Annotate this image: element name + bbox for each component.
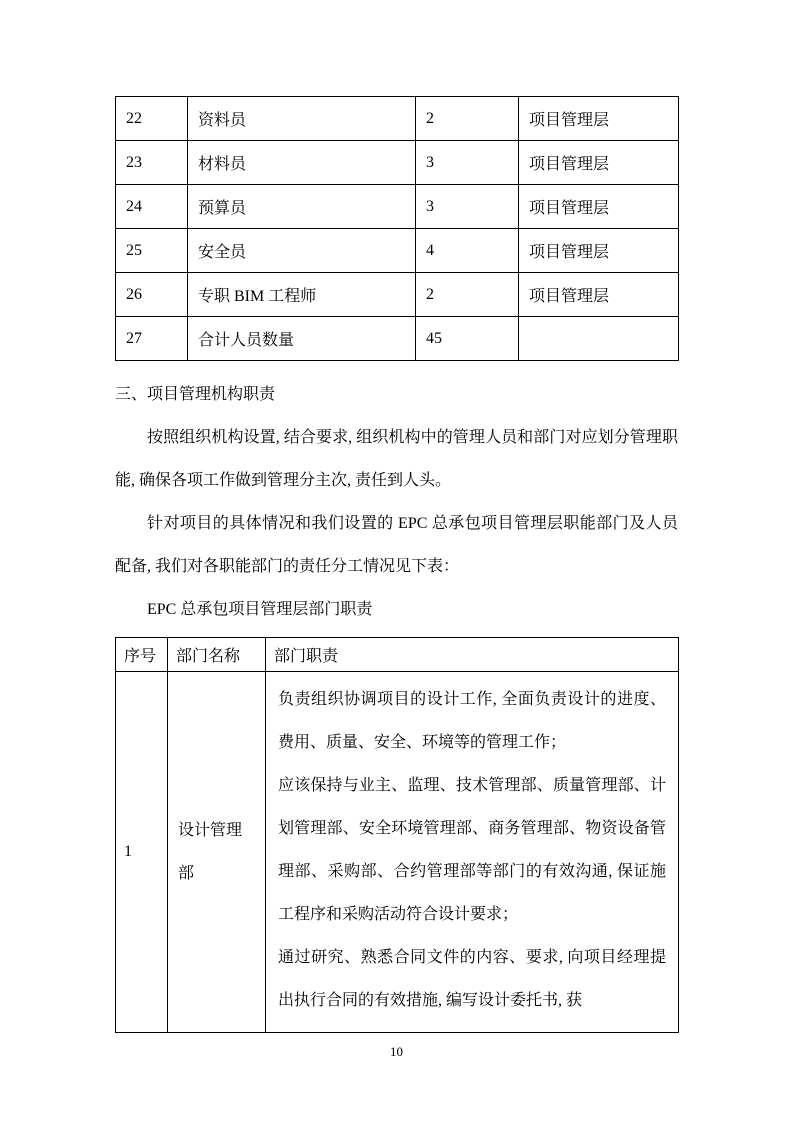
section-heading: 三、项目管理机构职责 — [115, 386, 276, 403]
cell-no: 1 — [116, 672, 168, 1033]
cell-title: 材料员 — [188, 141, 416, 185]
cell-title: 专职 BIM 工程师 — [188, 273, 416, 317]
table-header-row — [116, 638, 679, 672]
table-row — [116, 97, 679, 141]
table-row — [116, 141, 679, 185]
table-row — [116, 229, 679, 273]
cell-title: 合计人员数量 — [188, 317, 416, 361]
body-paragraph: 针对项目的具体情况和我们设置的 EPC 总承包项目管理层职能部门及人员配备, 我们对各职能部门的责任分工情况见下表： — [115, 515, 678, 575]
table-row — [116, 317, 679, 361]
cell-level — [519, 317, 679, 361]
personnel-table — [115, 96, 679, 361]
duty-paragraph: 应该保持与业主、监理、技术管理部、质量管理部、计划管理部、安全环境管理部、商务管理部、物资设备管理部、采购部、合约管理部等部门的有效沟通, 保证施工程序和采购活动符合设计要求； — [278, 777, 666, 923]
cell-count: 2 — [416, 97, 519, 141]
cell-no: 24 — [116, 185, 188, 229]
cell-count: 3 — [416, 185, 519, 229]
cell-dept: 设计管理部 — [168, 672, 266, 1033]
cell-count: 3 — [416, 141, 519, 185]
cell-title: 资料员 — [188, 97, 416, 141]
table-row — [116, 273, 679, 317]
cell-no: 25 — [116, 229, 188, 273]
cell-no: 23 — [116, 141, 188, 185]
cell-no: 22 — [116, 97, 188, 141]
body-paragraph: 按照组织机构设置, 结合要求, 组织机构中的管理人员和部门对应划分管理职能, 确保各项工作做到管理分主次, 责任到人头。 — [115, 429, 678, 489]
cell-no: 27 — [116, 317, 188, 361]
cell-level: 项目管理层 — [519, 229, 679, 273]
header-duty: 部门职责 — [266, 638, 679, 672]
cell-title: 预算员 — [188, 185, 416, 229]
table-caption: EPC 总承包项目管理层部门职责 — [147, 601, 373, 618]
cell-count: 2 — [416, 273, 519, 317]
cell-level: 项目管理层 — [519, 185, 679, 229]
duty-table — [115, 637, 679, 1033]
cell-level: 项目管理层 — [519, 97, 679, 141]
header-no: 序号 — [116, 638, 168, 672]
duty-paragraph: 负责组织协调项目的设计工作, 全面负责设计的进度、费用、质量、安全、环境等的管理工作； — [278, 691, 666, 751]
cell-count: 4 — [416, 229, 519, 273]
header-dept: 部门名称 — [168, 638, 266, 672]
duty-paragraph: 通过研究、熟悉合同文件的内容、要求, 向项目经理提出执行合同的有效措施, 编写设计委托书, 获 — [278, 949, 666, 1009]
cell-level: 项目管理层 — [519, 141, 679, 185]
cell-count: 45 — [416, 317, 519, 361]
cell-no: 26 — [116, 273, 188, 317]
table-row — [116, 672, 679, 1033]
table-row — [116, 185, 679, 229]
cell-duties — [266, 672, 679, 1033]
cell-title: 安全员 — [188, 229, 416, 273]
cell-level: 项目管理层 — [519, 273, 679, 317]
page-number: 10 — [390, 1044, 403, 1059]
